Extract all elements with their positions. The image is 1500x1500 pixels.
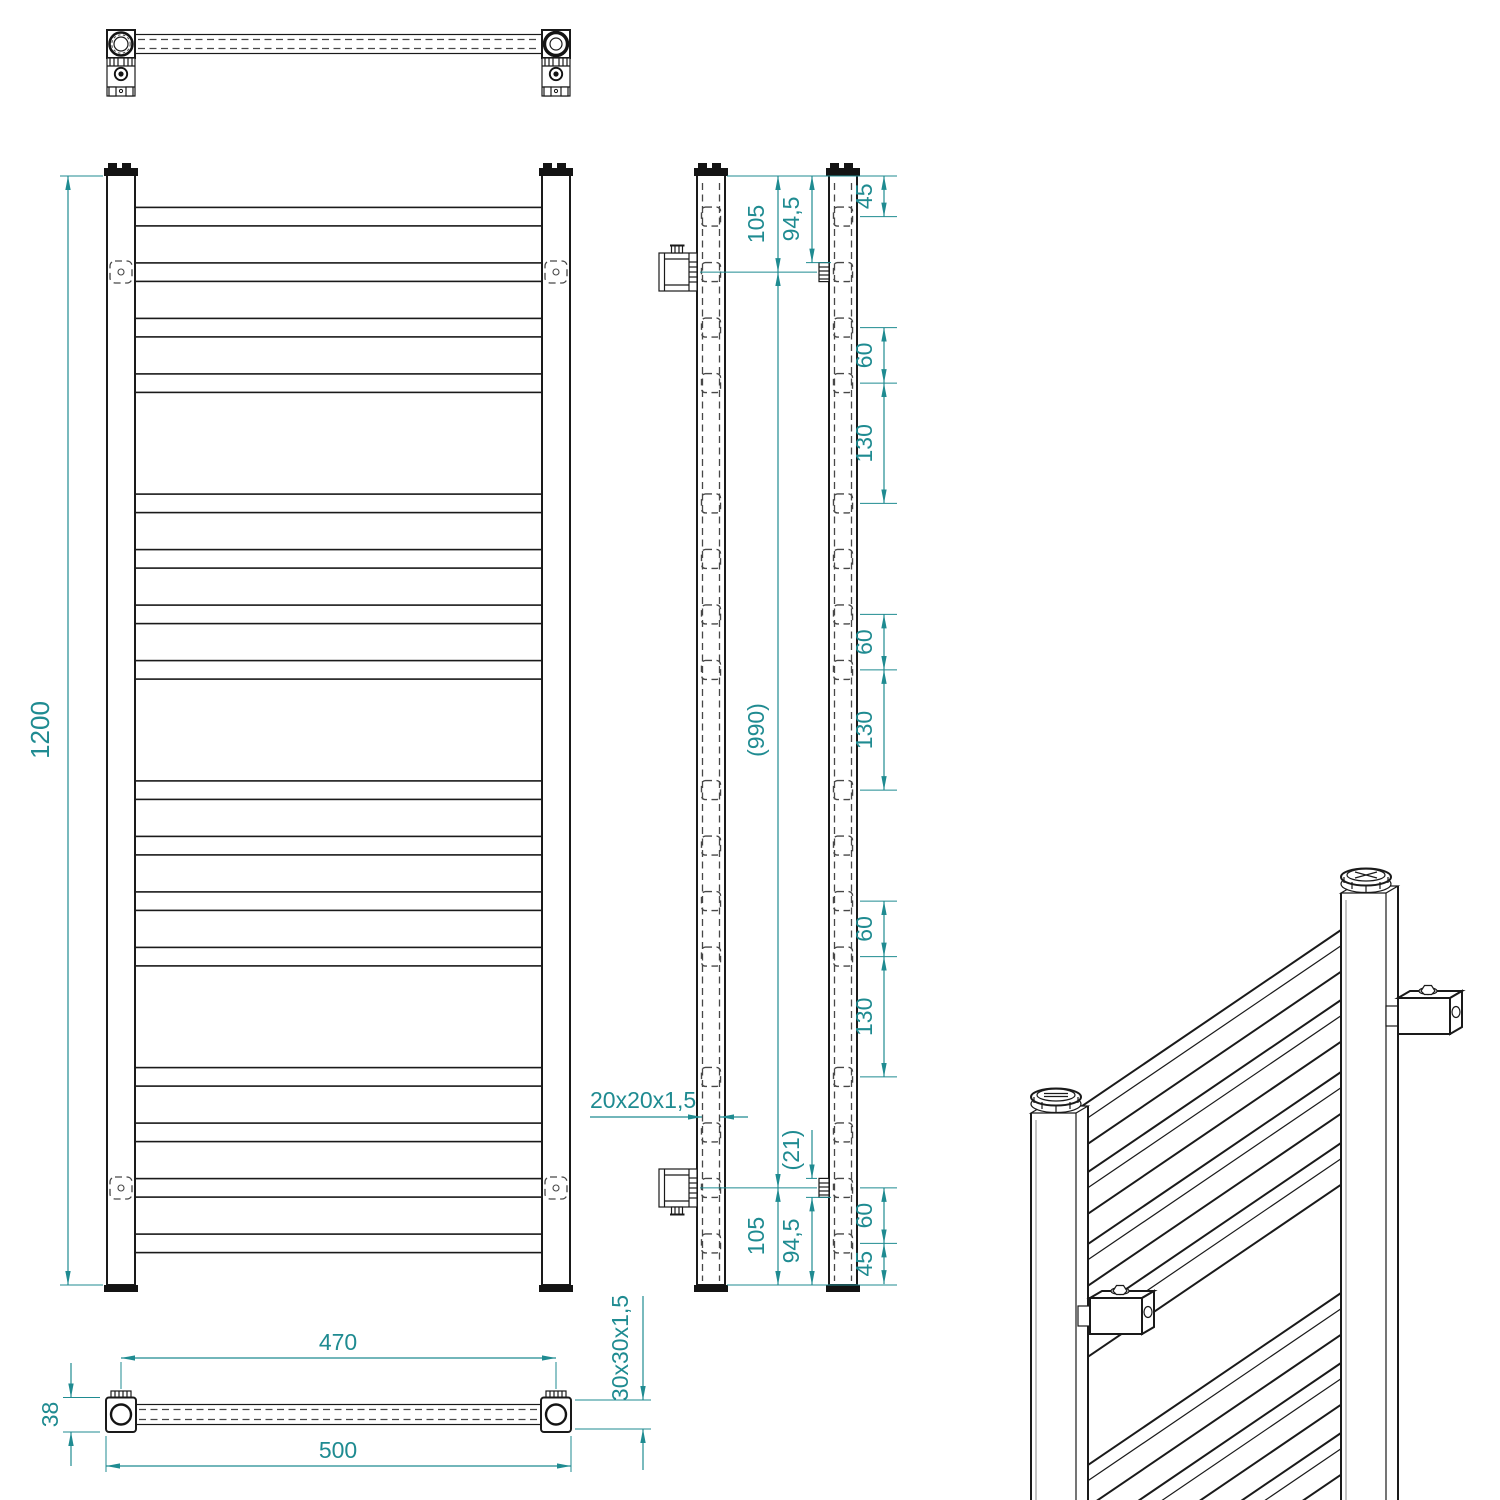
valve-top: [819, 263, 829, 282]
dim-label-130: 130: [851, 997, 877, 1036]
dim-label-60: 60: [851, 342, 877, 369]
dim-label-94-5-top: 94,5: [778, 196, 804, 242]
dim-label-990: (990): [743, 703, 769, 757]
dim-label-130: 130: [851, 710, 877, 750]
dim-label-45: 45: [851, 183, 877, 210]
iso-rungs: [1080, 930, 1341, 1500]
rung: [135, 781, 542, 800]
rung: [135, 374, 542, 393]
front-right-post: [542, 175, 570, 1285]
bottom-view-left-cap: [106, 1391, 136, 1432]
dim-label-94-5-bottom: 94,5: [778, 1218, 804, 1264]
wall-bracket-bottom: [659, 1169, 697, 1215]
isometric-view: [1031, 869, 1462, 1500]
valve-bottom: [819, 1178, 829, 1197]
rung: [135, 318, 542, 337]
iso-left-post: [1031, 1089, 1088, 1500]
rung: [135, 1179, 542, 1198]
rung: [135, 1068, 542, 1087]
rung: [135, 494, 542, 512]
top-view-left-cap: [107, 30, 135, 96]
dim-cap-depth: [37, 1363, 100, 1466]
dim-label-60: 60: [851, 916, 877, 942]
dim-overall-width: [106, 1436, 571, 1472]
screw-icon: [672, 246, 683, 254]
dim-label-rung-profile: 20x20x1,5: [590, 1087, 697, 1113]
dim-label-130: 130: [851, 424, 877, 463]
front-left-post: [107, 175, 135, 1285]
rung: [135, 661, 542, 680]
dim-label-38: 38: [37, 1401, 63, 1428]
dim-label-60: 60: [851, 629, 877, 655]
rung: [135, 892, 542, 911]
dim-label-470: 470: [318, 1329, 358, 1355]
side-view-left: [659, 163, 728, 1292]
front-rungs: [135, 207, 542, 1252]
dim-label-105-bottom: 105: [743, 1216, 769, 1256]
rung: [135, 605, 542, 624]
dim-label-45: 45: [851, 1250, 877, 1277]
dim-mount-centers: [121, 1329, 556, 1389]
dim-label-21: (21): [778, 1129, 804, 1171]
top-view: [107, 30, 570, 96]
dim-post-profile: [575, 1295, 651, 1470]
iso-bracket-left: [1078, 1286, 1154, 1335]
rung: [135, 207, 542, 226]
iso-right-post: [1341, 869, 1398, 1500]
dim-label-post-profile: 30x30x1,5: [607, 1294, 633, 1402]
front-bracket-marks: [110, 261, 567, 1199]
dim-label-1200: 1200: [25, 701, 55, 759]
dim-label-500: 500: [318, 1437, 358, 1463]
bottom-view-rung-bar: [136, 1405, 541, 1425]
rung: [135, 263, 542, 282]
screw-icon: [672, 1207, 683, 1215]
rung: [135, 1234, 542, 1253]
wall-bracket-top: [659, 246, 697, 292]
bottom-view: [37, 1295, 651, 1472]
bottom-view-right-cap: [541, 1391, 571, 1432]
dim-label-60: 60: [851, 1202, 877, 1229]
dim-label-105-top: 105: [743, 204, 769, 244]
rung: [135, 947, 542, 966]
front-view: [104, 163, 573, 1292]
dim-overall-height: [25, 176, 103, 1285]
rung: [135, 550, 542, 569]
top-view-rung-bar: [135, 35, 542, 54]
rung: [135, 836, 542, 855]
rung: [135, 1123, 542, 1142]
top-view-right-cap: [542, 30, 570, 96]
